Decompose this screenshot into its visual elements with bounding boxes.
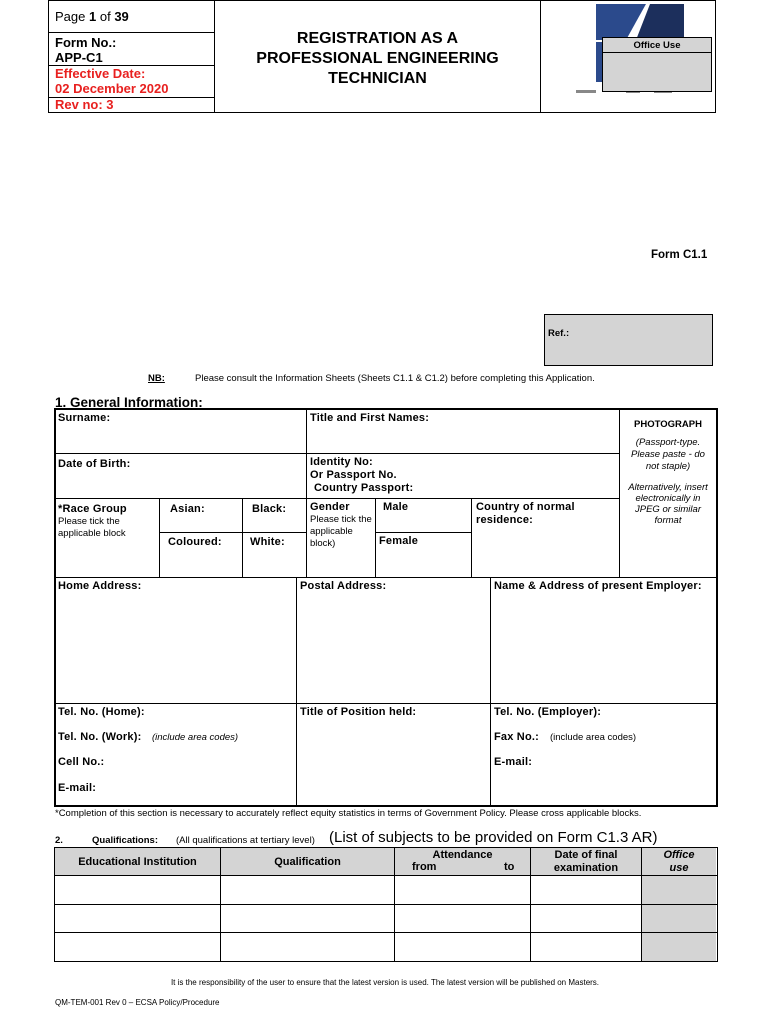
s1-h-race-mid — [159, 532, 306, 533]
ref-label: Ref.: — [548, 328, 570, 339]
col-date-final — [531, 849, 641, 875]
s1-v-postal-employer — [490, 577, 491, 806]
tel-employer-label: Tel. No. (Employer): — [494, 706, 602, 718]
title-line-3: TECHNICIAN — [328, 70, 427, 87]
col-office-use — [642, 849, 716, 875]
section2-note: (All qualifications at tertiary level) — [176, 835, 315, 846]
form-code: Form C1.1 — [651, 249, 708, 261]
fax-note: (include area codes) — [550, 732, 637, 743]
nb-text: Please consult the Information Sheets (Sheets C1.1 & C1.2) before completing this Application. — [195, 373, 595, 384]
qual-h-3 — [54, 932, 718, 933]
office-use-label: Office Use — [633, 40, 681, 51]
s1-v-home-postal — [296, 577, 297, 806]
effective-date-label: Effective Date: — [55, 66, 146, 81]
home-address-label: Home Address: — [58, 580, 142, 592]
col-date-line-1: Date of final — [554, 849, 618, 861]
col-to: to — [504, 861, 515, 873]
qual-h-2 — [54, 904, 718, 905]
gender-label: Gender — [310, 501, 350, 513]
footer-notice: It is the responsibility of the user to ensure that the latest version is used. The latest version will be published on Masters. — [170, 978, 600, 987]
tel-work-label: Tel. No. (Work): — [58, 731, 142, 743]
page-indicator — [55, 9, 129, 24]
position-label: Title of Position held: — [300, 706, 417, 718]
s1-v-race-1 — [159, 498, 160, 578]
dob-label: Date of Birth: — [58, 458, 131, 470]
id-label-2: Or Passport No. — [310, 469, 397, 481]
s1-h-gender-mid — [375, 532, 471, 533]
tel-work-note: (include area codes) — [152, 732, 239, 743]
id-label-3: Country Passport: — [314, 482, 414, 494]
col-date-line-2: examination — [553, 862, 619, 874]
page-total: 39 — [114, 9, 129, 24]
country-residence-label: Country of normal residence: — [476, 501, 575, 526]
s1-h-tel — [55, 703, 717, 704]
s1-right-border — [716, 408, 718, 807]
s1-v-surname-title — [306, 409, 307, 578]
office-use-rule — [602, 52, 712, 53]
ref-box[interactable] — [544, 314, 713, 366]
col-attendance: Attendance — [432, 849, 493, 861]
title-line-2: PROFESSIONAL ENGINEERING — [256, 50, 499, 67]
col-office-line-2: use — [669, 862, 689, 874]
gender-male-label[interactable]: Male — [383, 501, 409, 513]
s1-v-photo-left — [619, 409, 620, 578]
fax-label: Fax No.: — [494, 731, 539, 743]
race-black-label[interactable]: Black: — [252, 503, 287, 515]
email-employer-label: E-mail: — [494, 756, 533, 768]
s1-h-dob — [55, 453, 619, 454]
effective-date-value: 02 December 2020 — [55, 81, 169, 96]
header-rule-1 — [48, 32, 214, 33]
logo-shape-dark — [636, 4, 684, 40]
employer-label: Name & Address of present Employer: — [494, 580, 702, 592]
revision-number: Rev no: 3 — [55, 97, 114, 112]
nb-label: NB: — [148, 373, 165, 384]
gender-female-label[interactable]: Female — [379, 535, 419, 547]
gender-note: Please tick the applicable block) — [310, 514, 372, 549]
s1-h-race — [55, 498, 619, 499]
surname-label: Surname: — [58, 412, 111, 424]
s1-left-border — [54, 408, 56, 807]
email-label: E-mail: — [58, 782, 97, 794]
section2-number: 2. — [55, 835, 63, 846]
section1-title: 1. General Information: — [55, 395, 203, 410]
footer-code: QM-TEM-001 Rev 0 – ECSA Policy/Procedure — [55, 998, 220, 1007]
section2-title: Qualifications: — [92, 835, 158, 846]
s1-v-race-2 — [242, 498, 243, 578]
race-group-label: *Race Group — [58, 503, 127, 515]
header-divider-right — [540, 0, 541, 113]
page-of: of — [99, 9, 111, 24]
s1-v-gender-1 — [375, 498, 376, 578]
race-coloured-label[interactable]: Coloured: — [168, 536, 222, 548]
postal-address-label: Postal Address: — [300, 580, 387, 592]
col-office-line-1: Office — [663, 849, 695, 861]
col-qualification: Qualification — [274, 856, 341, 868]
s1-h-upper-end — [55, 577, 717, 578]
logo-mark-1 — [576, 90, 596, 93]
page-number: 1 — [89, 9, 97, 24]
section2-note-large: (List of subjects to be provided on Form C1.3 AR) — [329, 829, 658, 846]
photograph-note-2: Alternatively, insert electronically in JPEG or similar format — [628, 482, 708, 526]
title-line-1: REGISTRATION AS A — [296, 30, 459, 47]
form-no-value: APP-C1 — [55, 50, 103, 65]
form-no-label: Form No.: — [55, 35, 117, 50]
s1-bottom-border — [54, 805, 718, 807]
col-from: from — [412, 861, 437, 873]
tel-home-label: Tel. No. (Home): — [58, 706, 145, 718]
qual-h-1 — [54, 875, 718, 876]
id-label-1: Identity No: — [310, 456, 373, 468]
col-institution: Educational Institution — [78, 856, 197, 868]
race-white-label[interactable]: White: — [250, 536, 285, 548]
cell-label: Cell No.: — [58, 756, 105, 768]
race-group-note: Please tick the applicable block — [58, 516, 126, 539]
photograph-note-1: (Passport-type. Please paste - do not staple) — [631, 437, 705, 472]
qual-v-2 — [394, 847, 395, 962]
race-asian-label[interactable]: Asian: — [170, 503, 205, 515]
equity-footnote: *Completion of this section is necessary to accurately reflect equity statistics in terms of Government Policy. Please cross applicable blocks. — [55, 808, 642, 819]
title-first-names-label: Title and First Names: — [310, 412, 430, 424]
photograph-label: PHOTOGRAPH — [634, 419, 702, 430]
form-title — [215, 29, 540, 89]
s1-v-gender-2 — [471, 498, 472, 578]
page-prefix: Page — [55, 9, 86, 24]
